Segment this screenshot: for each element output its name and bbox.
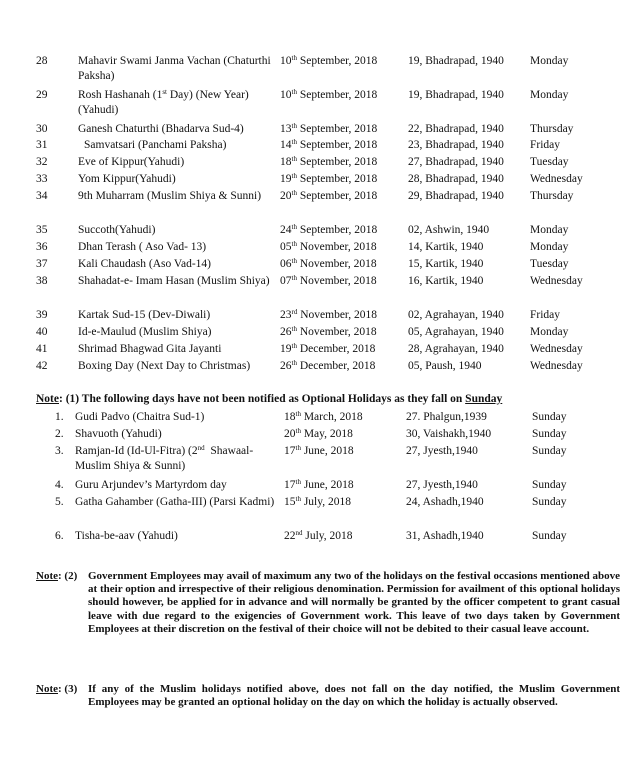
holiday-name: Gatha Gahamber (Gatha-III) (Parsi Kadmi)	[75, 496, 275, 508]
note-1-heading: Note: (1) The following days have not been notified as Optional Holidays as they fall on Sunday	[36, 393, 503, 405]
weekday: Sunday	[532, 411, 567, 423]
serial-number: 38	[36, 275, 48, 287]
serial-number: 39	[36, 309, 48, 321]
indian-date: 02, Agrahayan, 1940	[408, 309, 504, 321]
holiday-date: 19th September, 2018	[280, 172, 378, 185]
indian-date: 16, Kartik, 1940	[408, 275, 484, 287]
weekday: Monday	[530, 224, 569, 236]
indian-date: 24, Ashadh,1940	[406, 496, 484, 508]
weekday: Monday	[530, 89, 569, 101]
serial-number: 34	[36, 190, 48, 202]
weekday: Thursday	[530, 123, 574, 135]
holiday-name: Mahavir Swami Janma Vachan (Chaturthi Paksha)	[78, 55, 271, 82]
holiday-date: 18th March, 2018	[284, 410, 363, 423]
serial-number: 29	[36, 89, 48, 101]
serial-number: 1.	[55, 411, 64, 423]
weekday: Friday	[530, 309, 561, 321]
holiday-name: Guru Arjundev’s Martyrdom day	[75, 479, 227, 491]
weekday: Tuesday	[530, 258, 569, 270]
holiday-date: 20th September, 2018	[280, 189, 378, 202]
weekday: Sunday	[532, 530, 567, 542]
weekday: Friday	[530, 139, 561, 151]
indian-date: 28, Bhadrapad, 1940	[408, 173, 504, 185]
indian-date: 27, Jyesth,1940	[406, 445, 478, 457]
holiday-date: 15th July, 2018	[284, 495, 352, 508]
indian-date: 19, Bhadrapad, 1940	[408, 55, 504, 67]
weekday: Sunday	[532, 496, 567, 508]
serial-number: 35	[36, 224, 48, 236]
holiday-name: Shahadat-e- Imam Hasan (Muslim Shiya)	[78, 275, 270, 287]
indian-date: 29, Bhadrapad, 1940	[408, 190, 504, 202]
weekday: Wednesday	[530, 173, 583, 185]
weekday: Wednesday	[530, 275, 583, 287]
weekday: Sunday	[532, 445, 567, 457]
serial-number: 37	[36, 258, 48, 270]
holiday-date: 23rd November, 2018	[280, 308, 378, 321]
holiday-name: Succoth(Yahudi)	[78, 224, 156, 236]
serial-number: 6.	[55, 530, 64, 542]
holiday-name: Ramjan-Id (Id-Ul-Fitra) (2nd Shawaal- Muslim Shiya & Sunni)	[75, 444, 254, 472]
holiday-name: Shrimad Bhagwad Gita Jayanti	[78, 343, 222, 355]
serial-number: 28	[36, 55, 48, 67]
holiday-name: Tisha-be-aav (Yahudi)	[75, 530, 178, 542]
holiday-name: Yom Kippur(Yahudi)	[78, 173, 176, 185]
weekday: Wednesday	[530, 343, 583, 355]
indian-date: 15, Kartik, 1940	[408, 258, 484, 270]
holiday-name: Samvatsari (Panchami Paksha)	[84, 139, 227, 151]
serial-number: 2.	[55, 428, 64, 440]
serial-number: 31	[36, 139, 48, 151]
indian-date: 05, Agrahayan, 1940	[408, 326, 504, 338]
holiday-date: 19th December, 2018	[280, 342, 376, 355]
serial-number: 36	[36, 241, 48, 253]
holiday-name: 9th Muharram (Muslim Shiya & Sunni)	[78, 190, 262, 202]
holiday-date: 14th September, 2018	[280, 138, 378, 151]
weekday: Thursday	[530, 190, 574, 202]
weekday: Tuesday	[530, 156, 569, 168]
holiday-date: 05th November, 2018	[280, 240, 377, 253]
indian-date: 19, Bhadrapad, 1940	[408, 89, 504, 101]
note-label: Note	[36, 393, 59, 405]
holiday-date: 20th May, 2018	[284, 427, 353, 440]
indian-date: 28, Agrahayan, 1940	[408, 343, 504, 355]
serial-number: 4.	[55, 479, 64, 491]
holiday-name: Dhan Terash ( Aso Vad- 13)	[78, 241, 207, 253]
serial-number: 32	[36, 156, 48, 168]
holiday-date: 07th November, 2018	[280, 274, 377, 287]
holiday-name: Gudi Padvo (Chaitra Sud-1)	[75, 411, 205, 423]
holiday-date: 10th September, 2018	[280, 88, 378, 101]
serial-number: 30	[36, 123, 48, 135]
note-2: Note: (2) Government Employees may avail of maximum any two of the holidays on the festival occasions mentioned above at their option and irrespective of their religious denomination. Permission for availment of this optional holidays should however, be applied for in advance and will normally be granted by the officer competent to grant casual leave with due regard to the exigencies of Government work. This leave of two days taken by Government Employees at their discretion on the festival of their choice will not be debited to their casual leave account.	[36, 570, 620, 635]
holiday-name: Ganesh Chaturthi (Bhadarva Sud-4)	[78, 123, 244, 135]
holiday-date: 22nd July, 2018	[284, 529, 353, 542]
holiday-name: Boxing Day (Next Day to Christmas)	[78, 360, 251, 372]
indian-date: 14, Kartik, 1940	[408, 241, 484, 253]
serial-number: 40	[36, 326, 48, 338]
holiday-name: Eve of Kippur(Yahudi)	[78, 156, 185, 168]
note-label: Note	[36, 570, 58, 582]
holiday-date: 24th September, 2018	[280, 223, 378, 236]
serial-number: 3.	[55, 445, 64, 457]
weekday: Wednesday	[530, 360, 583, 372]
serial-number: 42	[36, 360, 48, 372]
indian-date: 02, Ashwin, 1940	[408, 224, 490, 236]
holiday-date: 10th September, 2018	[280, 54, 378, 67]
holiday-date: 13th September, 2018	[280, 122, 378, 135]
holiday-name: Shavuoth (Yahudi)	[75, 428, 162, 440]
holiday-date: 26th December, 2018	[280, 359, 376, 372]
holiday-name: Kali Chaudash (Aso Vad-14)	[78, 258, 211, 270]
holiday-name: Kartak Sud-15 (Dev-Diwali)	[78, 309, 211, 321]
indian-date: 05, Paush, 1940	[408, 360, 482, 372]
serial-number: 5.	[55, 496, 64, 508]
holiday-date: 18th September, 2018	[280, 155, 378, 168]
indian-date: 23, Bhadrapad, 1940	[408, 139, 504, 151]
holiday-name: Rosh Hashanah (1st Day) (New Year) (Yahudi)	[78, 88, 249, 116]
serial-number: 33	[36, 173, 48, 185]
holiday-date: 06th November, 2018	[280, 257, 377, 270]
indian-date: 30, Vaishakh,1940	[406, 428, 492, 440]
indian-date: 27, Jyesth,1940	[406, 479, 478, 491]
indian-date: 31, Ashadh,1940	[406, 530, 484, 542]
serial-number: 41	[36, 343, 48, 355]
weekday: Sunday	[532, 428, 567, 440]
holiday-date: 17th June, 2018	[284, 444, 354, 457]
holiday-date: 17th June, 2018	[284, 478, 354, 491]
holiday-date: 26th November, 2018	[280, 325, 377, 338]
weekday: Monday	[530, 241, 569, 253]
indian-date: 22, Bhadrapad, 1940	[408, 123, 504, 135]
weekday: Monday	[530, 55, 569, 67]
note-3-text: If any of the Muslim holidays notified above, does not fall on the day notified, the Muslim Government Employees may be granted an optional holiday on the day on which the holiday is actually observed.	[88, 683, 620, 709]
note-label: Note	[36, 683, 58, 695]
indian-date: 27, Bhadrapad, 1940	[408, 156, 504, 168]
holiday-name: Id-e-Maulud (Muslim Shiya)	[78, 326, 212, 338]
note-2-text: Government Employees may avail of maximum any two of the holidays on the festival occasions mentioned above at their option and irrespective of their religious denomination. Permission for availment of this optional holidays should however, be applied for in advance and will normally be granted by the officer competent to grant casual leave with due regard to the exigencies of Government work. This leave of two days taken by Government Employees at their discretion on the festival of their choice will not be debited to their casual leave account.	[88, 570, 620, 635]
weekday: Sunday	[532, 479, 567, 491]
weekday: Monday	[530, 326, 569, 338]
indian-date: 27. Phalgun,1939	[406, 411, 487, 423]
note-3: Note: (3) If any of the Muslim holidays notified above, does not fall on the day notified, the Muslim Government Employees may be granted an optional holiday on the day on which the holiday is actually observed.	[36, 683, 620, 709]
